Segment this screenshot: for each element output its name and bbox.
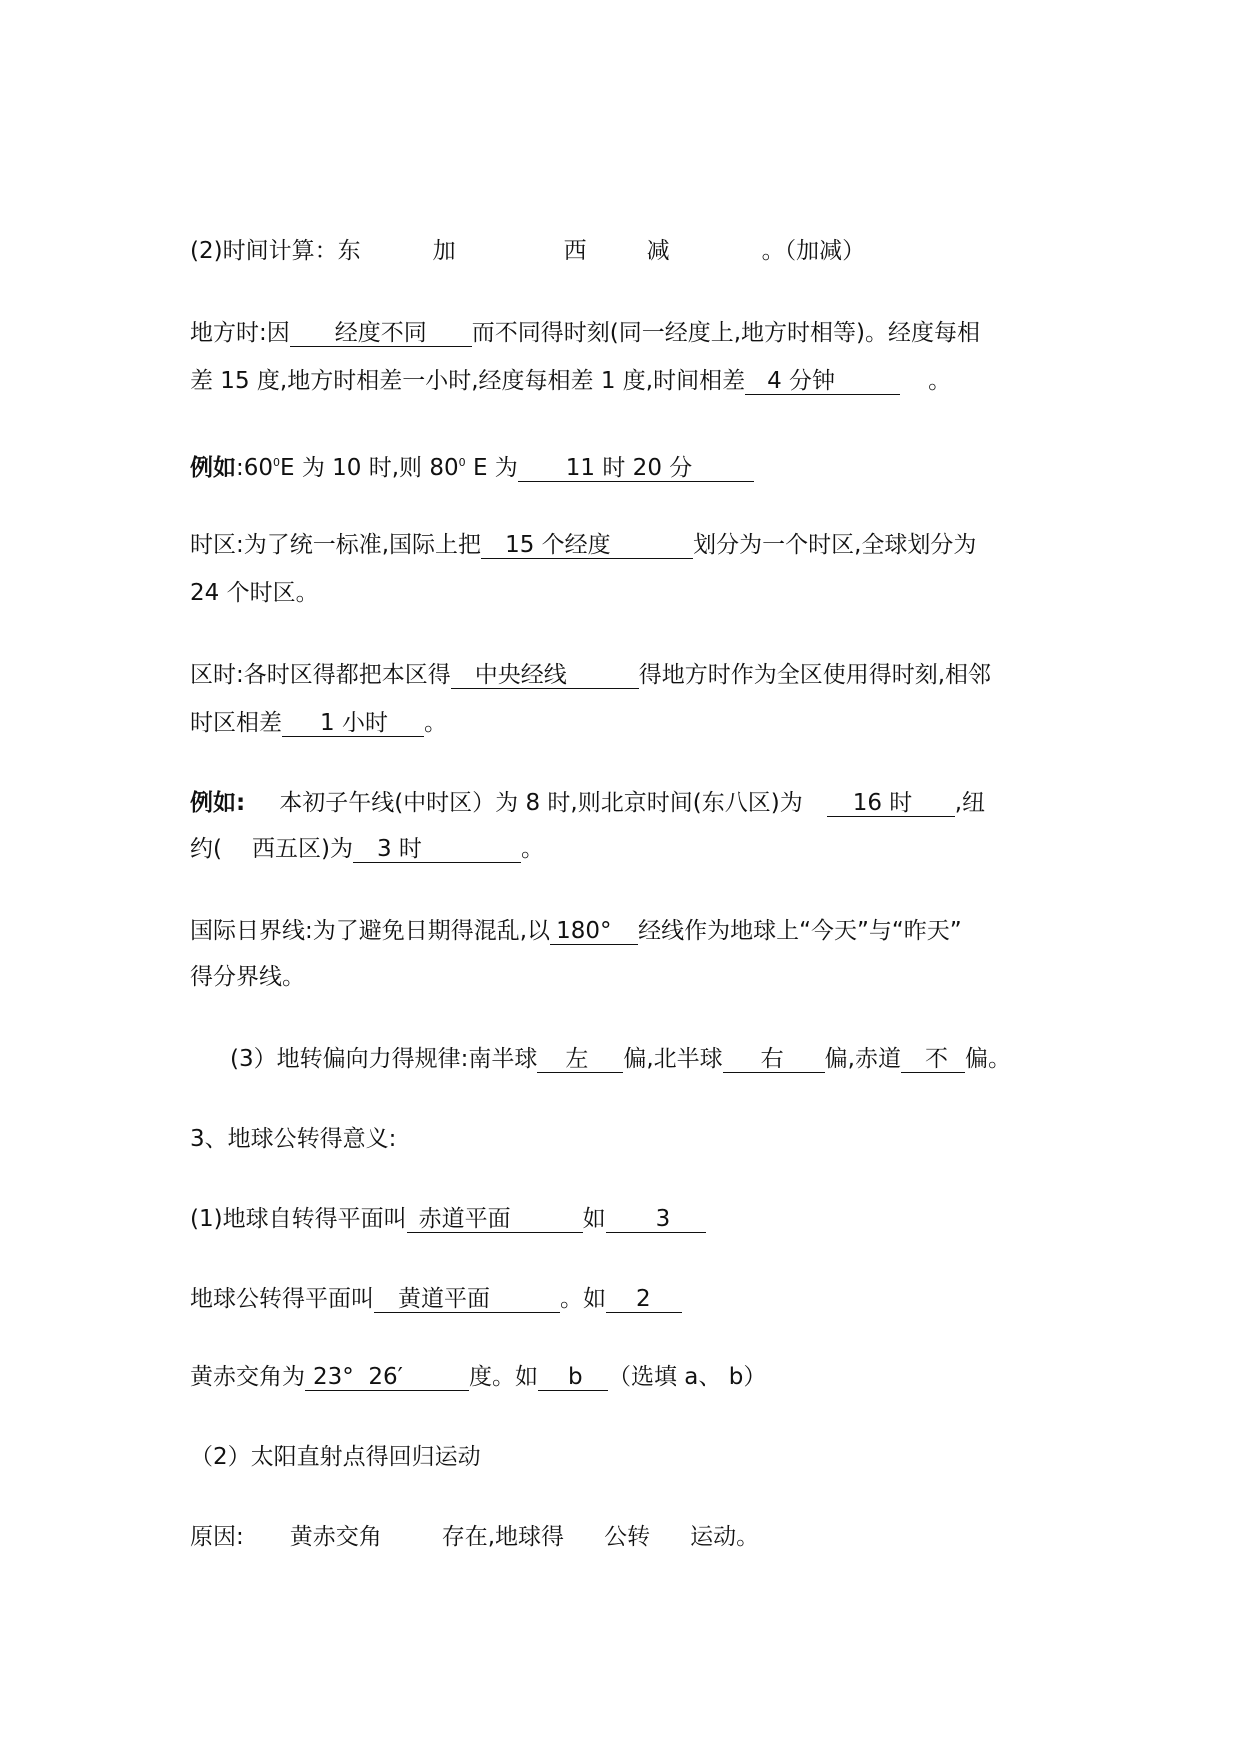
zone-time-label: 区时:各时区得都把本区得 [190,662,451,688]
time-calc-label: (2)时间计算：东 [190,238,361,264]
period-2: 。 [424,710,447,736]
example-text-4: 本初子午线(中时区）为 8 时,则北京时间(东八区)为 [279,790,803,816]
blank-right: 右 [723,1046,825,1073]
revolution-title: 3、地球公转得意义: [190,1126,397,1152]
date-line-line-1 [190,916,962,946]
time-zone-label: 时区:为了统一标准,国际上把 [190,532,482,558]
revolution-heading [190,1124,396,1154]
example-text-3: E 为 [465,455,518,481]
period: 。 [928,368,952,394]
east-add-text: 加 [432,238,456,264]
degree-sup-2: 0 [458,456,466,469]
example-text-5: ,纽 [954,790,986,816]
blank-1-hour: 1 小时 [282,710,424,737]
cause-text: 存在,地球得 [441,1524,565,1550]
revolution-answer: 公转 [604,1524,651,1550]
ecliptic-plane-line [190,1284,682,1314]
example-line-1 [190,448,754,483]
blank-b: b [538,1364,608,1391]
local-time-line-2 [190,366,951,396]
coriolis-line [230,1044,1011,1074]
local-time-text: 而不同得时刻(同一经度上,地方时相等)。经度每相 [471,320,981,346]
coriolis-text: 偏,北半球 [623,1046,723,1072]
blank-3: 3 [606,1206,706,1233]
time-zone-text: 划分为一个时区,全球划分为 [693,532,977,558]
blank-ecliptic-plane: 黄道平面 [374,1286,560,1313]
blank-not: 不 [901,1046,965,1073]
blank-180-degrees: 180° [550,918,638,945]
example-label-2: 例如: [190,790,246,816]
blank-left: 左 [537,1046,623,1073]
24-zones-text: 24 个时区。 [190,580,319,606]
local-time-label: 地方时:因 [190,320,290,346]
time-zone-line-1 [190,530,976,560]
new-york-text: 约( [190,836,222,862]
date-line-label: 国际日界线:为了避免日期得混乱,以 [190,918,551,944]
period-3: 。 [520,836,544,862]
coriolis-label: (3）地转偏向力得规律:南半球 [230,1046,538,1072]
degree-text: 度。如 [469,1364,538,1390]
blank-3-hours: 3 时 [353,836,521,863]
subsolar-title: （2）太阳直射点得回归运动 [190,1444,481,1470]
zone-time-text: 得地方时作为全区使用得时刻,相邻 [638,662,992,688]
date-line-line-2 [190,962,305,992]
west-subtract-text: 减 [646,238,670,264]
example-label: 例如 [190,455,236,481]
choose-note: （选填 a、 b） [608,1364,767,1390]
degree-sup: 0 [273,456,281,469]
obliquity-line [190,1362,766,1392]
cause-label: 原因: [190,1524,244,1550]
coriolis-text-3: 偏。 [964,1046,1011,1072]
west-five-text: 西五区)为 [251,836,353,862]
as-text: 如 [582,1206,606,1232]
subsolar-heading [190,1442,481,1472]
rotation-plane-label: (1)地球自转得平面叫 [190,1206,407,1232]
zone-diff-label: 时区相差 [190,710,282,736]
example-text: :60 [236,455,274,481]
obliquity-label: 黄赤交角为 [190,1364,305,1390]
example-line-2 [190,788,985,818]
as-text-2: 。如 [560,1286,606,1312]
time-zone-line-2 [190,578,319,608]
west-label: 西 [563,238,587,264]
motion-text: 运动。 [690,1524,760,1550]
blank-2: 2 [606,1286,682,1313]
zone-time-line-1 [190,660,991,690]
date-line-text: 经线作为地球上“今天”与“昨天” [638,918,962,944]
cause-line [190,1522,759,1552]
local-time-text-2: 差 15 度,地方时相差一小时,经度每相差 1 度,时间相差 [190,368,746,394]
blank-16-hours: 16 时 [827,790,955,817]
blank-longitude-differs: 经度不同 [290,320,472,347]
time-calc-line [190,236,865,266]
local-time-line-1 [190,318,980,348]
revolution-plane-label: 地球公转得平面叫 [190,1286,374,1312]
blank-equator-plane: 赤道平面 [407,1206,583,1233]
boundary-text: 得分界线。 [190,964,305,990]
blank-4-minutes: 4 分钟 [745,368,900,395]
blank-central-meridian: 中央经线 [451,662,639,689]
blank-11-20: 11 时 20 分 [518,455,754,482]
equator-plane-line [190,1204,706,1234]
example-line-3 [190,834,544,864]
coriolis-text-2: 偏,赤道 [824,1046,901,1072]
add-subtract-note: 。（加减） [761,238,866,264]
example-text-2: E 为 10 时,则 80 [280,455,459,481]
obliquity-answer: 黄赤交角 [289,1524,382,1550]
blank-15-degrees: 15 个经度 [481,532,693,559]
zone-time-line-2 [190,708,447,738]
blank-23-26: 23° 26′ [305,1364,469,1391]
